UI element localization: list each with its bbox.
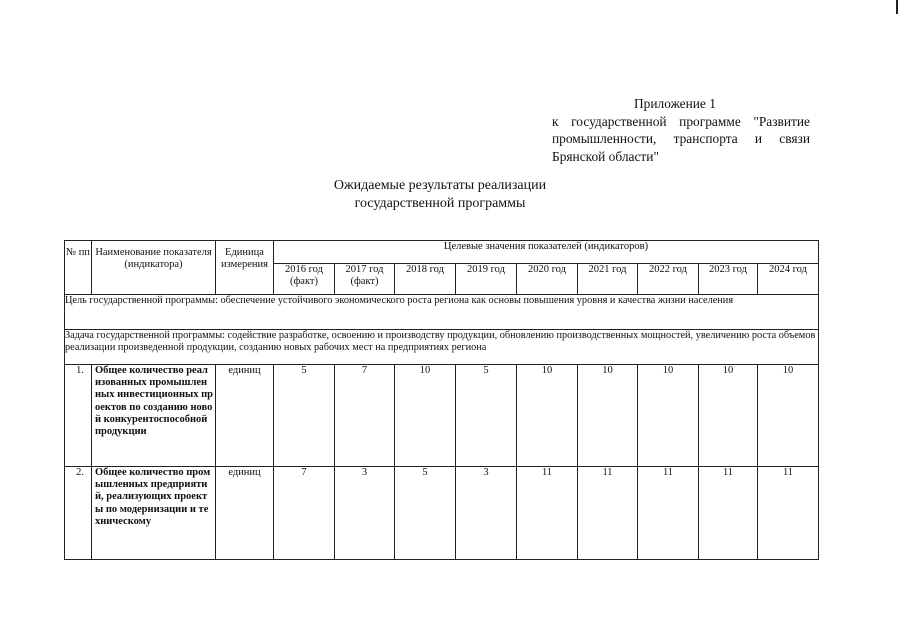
indicator-value: 11 [699,467,758,560]
appendix-number: Приложение 1 [634,96,716,111]
indicator-value: 5 [395,467,456,560]
header-year: 2019 год [456,264,517,295]
indicator-value: 3 [335,467,395,560]
scan-edge-mark [896,0,898,14]
appendix-text: к государственной программе "Развитие промышленности, транспорта и связи Брянской области" [552,113,810,164]
header-targets: Целевые значения показателей (индикаторов) [274,241,819,264]
indicator-value: 11 [758,467,819,560]
indicator-value: 3 [456,467,517,560]
indicator-value: 7 [274,467,335,560]
header-year: 2017 год (факт) [335,264,395,295]
appendix-block [552,95,810,165]
table-row [65,365,819,467]
header-year: 2021 год [578,264,638,295]
indicator-value: 5 [274,365,335,467]
table-row [65,467,819,560]
indicator-value: 11 [517,467,578,560]
program-goal: Цель государственной программы: обеспечение устойчивого экономического роста региона как основы повышения уровня и качества жизни населения [65,295,819,330]
goal-row [65,295,819,330]
indicator-value: 10 [517,365,578,467]
program-task: Задача государственной программы: содействие разработке, освоению и производству продукции, обновлению производственных мощностей, увеличению роста объемов реализации произведенной продукции, созданию новых рабочих мест на предприятиях региона [65,330,819,365]
indicator-value: 7 [335,365,395,467]
indicators-table [64,240,819,560]
header-year: 2016 год (факт) [274,264,335,295]
task-row [65,330,819,365]
header-year: 2023 год [699,264,758,295]
indicator-unit: единиц [216,467,274,560]
header-year: 2024 год [758,264,819,295]
document-title [240,177,640,213]
header-row [65,241,819,264]
indicator-value: 10 [578,365,638,467]
document-title-line-1: Ожидаемые результаты реализации [333,178,547,193]
indicator-value: 10 [638,365,699,467]
document-title-line-2: государственной программы [354,196,526,211]
header-year: 2022 год [638,264,699,295]
indicator-value: 5 [456,365,517,467]
row-number: 1. [65,365,92,467]
row-number: 2. [65,467,92,560]
indicator-name: Общее количество реализованных промышленных инвестиционных проектов по созданию новой конкурентоспособной продукции [92,365,216,467]
indicator-value: 10 [395,365,456,467]
indicator-unit: единиц [216,365,274,467]
header-year: 2018 год [395,264,456,295]
header-year: 2020 год [517,264,578,295]
indicator-value: 11 [578,467,638,560]
indicator-value: 10 [758,365,819,467]
indicator-value: 11 [638,467,699,560]
header-name: Наименование показателя (индикатора) [92,241,216,295]
header-unit: Единица измерения [216,241,274,295]
header-num: № пп [65,241,92,295]
indicator-name: Общее количество промышленных предприятий, реализующих проекты по модернизации и техническому [92,467,216,560]
indicator-value: 10 [699,365,758,467]
